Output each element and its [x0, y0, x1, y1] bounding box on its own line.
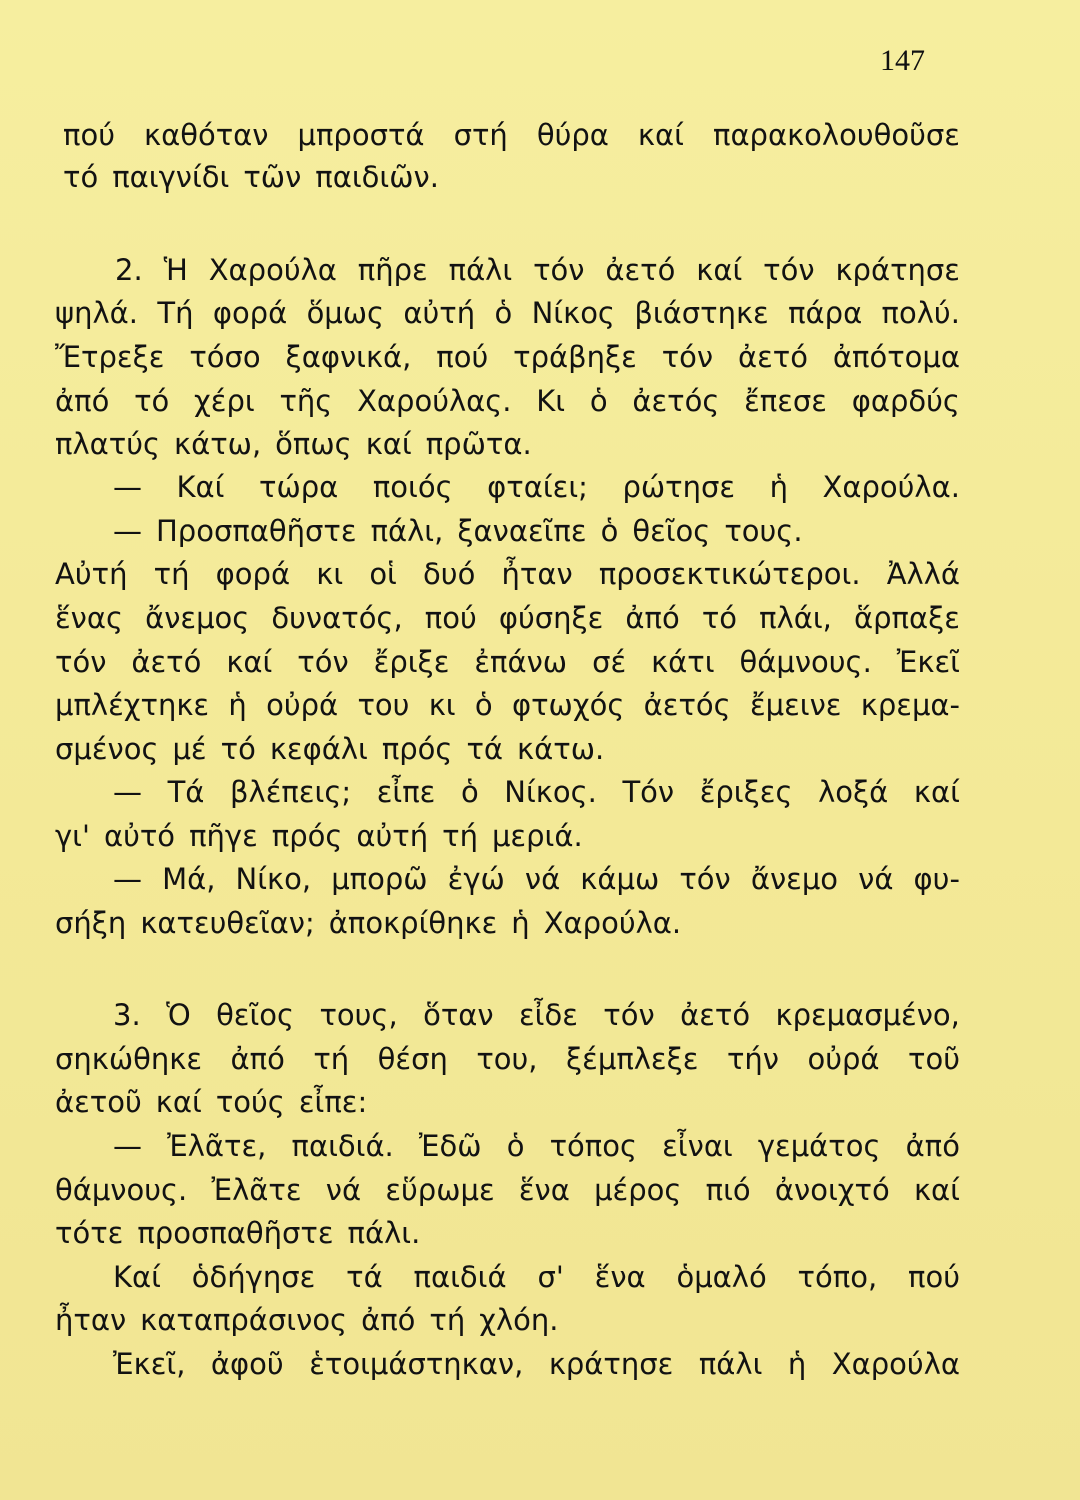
word: τό: [220, 732, 256, 766]
word: τόν: [661, 340, 714, 374]
word: κάτω.: [517, 732, 605, 766]
word: Νίκο,: [235, 862, 312, 896]
word: χλόη.: [479, 1303, 559, 1337]
word: εἶναι: [662, 1129, 733, 1163]
word: Ἡ: [163, 253, 188, 287]
word: φαρδύς: [851, 384, 960, 418]
word: μεριά.: [491, 819, 583, 853]
word: Χαρούλα: [831, 1347, 960, 1381]
word: 3.: [113, 998, 141, 1032]
word: τούς: [215, 1085, 285, 1119]
word: καταπράσινος: [140, 1303, 348, 1337]
word: κράτησε: [835, 253, 960, 287]
word: φτωχός: [511, 688, 625, 722]
word: ἄνεμος: [145, 601, 250, 635]
word: τό: [63, 160, 99, 194]
text-line: [55, 336, 960, 378]
word: καί: [365, 427, 412, 461]
word: ἀετό: [131, 645, 202, 679]
word: αὐτή: [403, 296, 476, 330]
word: Χαρούλας.: [357, 384, 512, 418]
word: ἀετοῦ: [55, 1085, 142, 1119]
word: ὁ: [589, 384, 608, 418]
word: πλάι,: [759, 601, 832, 635]
word: ὁ: [494, 296, 513, 330]
word: παρακολουθοῦσε: [712, 118, 960, 152]
word: δυνατός,: [271, 601, 403, 635]
word: ἦταν: [55, 1303, 127, 1337]
word: ἕνας: [55, 601, 124, 635]
word: ξαναεῖπε: [457, 514, 587, 548]
word: μπορῶ: [331, 862, 428, 896]
word: βλέπεις;: [230, 775, 352, 809]
text-line: [55, 815, 597, 857]
word: —: [113, 470, 142, 504]
word: ρώτησε: [622, 470, 736, 504]
word: κρεμασμένο,: [775, 998, 960, 1032]
word: Προσπαθῆστε: [156, 514, 357, 548]
text-line: [113, 994, 960, 1036]
word: πού: [436, 340, 489, 374]
word: γεμάτος: [757, 1129, 881, 1163]
word: φύσηξε: [498, 601, 604, 635]
word: τό: [701, 601, 738, 635]
word: προσπαθῆστε: [137, 1216, 334, 1250]
word: ἀετός: [643, 688, 731, 722]
word: τοῦ: [908, 1042, 960, 1076]
word: 2.: [115, 253, 143, 287]
word: ἄνεμο: [750, 862, 839, 896]
word: εἶπε: [376, 775, 436, 809]
word: ὁμαλό: [676, 1260, 767, 1294]
text-line: [55, 1169, 960, 1211]
text-line: [55, 1212, 434, 1254]
word: τῆς: [279, 384, 333, 418]
text-line: [55, 1299, 573, 1341]
text-line: [55, 1081, 381, 1123]
word: Ἔτρεξε: [55, 340, 165, 374]
word: θάμνους.: [55, 1173, 188, 1207]
word: μπροστά: [297, 118, 425, 152]
word: ἀετός: [632, 384, 720, 418]
word: θεῖος: [632, 514, 711, 548]
text-line: [55, 553, 960, 595]
word: τή: [313, 1042, 350, 1076]
word: εἶπε:: [298, 1085, 368, 1119]
word: τράβηξε: [513, 340, 637, 374]
word: κρεμα-: [860, 688, 960, 722]
word: πάλι: [698, 1347, 763, 1381]
word: τή: [442, 819, 478, 853]
word: σέ: [592, 645, 627, 679]
text-line: [63, 114, 960, 156]
word: ἡ: [228, 688, 247, 722]
word: πού: [63, 118, 115, 152]
word: πρός: [381, 732, 453, 766]
word: πάλι.: [347, 1216, 421, 1250]
word: ὁ: [474, 688, 493, 722]
word: βιάστηκε: [634, 296, 769, 330]
word: καί: [226, 645, 273, 679]
word: —: [113, 1129, 142, 1163]
word: Μά,: [162, 862, 216, 896]
word: ὅταν: [423, 998, 494, 1032]
text-line: [55, 641, 960, 683]
word: πολύ.: [881, 296, 960, 330]
word: ἀετό: [605, 253, 676, 287]
word: του,: [476, 1042, 538, 1076]
word: δυό: [423, 557, 476, 591]
word: τόπος: [549, 1129, 637, 1163]
word: ψηλά.: [55, 296, 139, 330]
word: πάλι: [448, 253, 513, 287]
word: Ἀλλά: [886, 557, 960, 591]
word: πάλι,: [370, 514, 444, 548]
word: γι': [55, 819, 90, 853]
word: ἡ: [511, 906, 530, 940]
text-line: [55, 292, 960, 334]
word: καί: [637, 118, 684, 152]
word: ἔριξε: [373, 645, 450, 679]
word: Ἐλᾶτε: [211, 1173, 302, 1207]
word: πιό: [705, 1173, 751, 1207]
word: οἱ: [369, 557, 397, 591]
word: θεῖος: [216, 998, 295, 1032]
word: αὐτή: [356, 819, 429, 853]
word: ἡ: [769, 470, 788, 504]
word: πῆγε: [189, 819, 258, 853]
word: φορά: [215, 557, 291, 591]
word: ὁ: [600, 514, 619, 548]
word: ἀετό: [680, 998, 751, 1032]
word: τήν: [726, 1042, 779, 1076]
word: τους,: [319, 998, 398, 1032]
word: Κι: [536, 384, 566, 418]
word: ὁ: [506, 1129, 525, 1163]
word: Χαρούλα: [208, 253, 337, 287]
word: Αὐτή: [55, 557, 128, 591]
word: Καί: [113, 1260, 161, 1294]
word: καί: [696, 253, 743, 287]
word: ὅπως: [275, 427, 352, 461]
text-line: [55, 728, 618, 770]
word: τόν: [55, 645, 107, 679]
word: Ἐκεῖ,: [113, 1347, 186, 1381]
word: κι: [316, 557, 344, 591]
word: πάρα: [788, 296, 863, 330]
word: Χαρούλα.: [543, 906, 682, 940]
word: ἕνα: [518, 1173, 570, 1207]
text-line: [113, 466, 960, 508]
word: σήξη: [55, 906, 127, 940]
word: Ἐλᾶτε,: [167, 1129, 267, 1163]
word: ὅμως: [306, 296, 385, 330]
word: Νίκος.: [504, 775, 597, 809]
text-line: [63, 156, 453, 198]
word: παιδιά.: [291, 1129, 394, 1163]
word: κάμω: [580, 862, 660, 896]
word: ἑτοιμάστηκαν,: [309, 1347, 524, 1381]
word: φυ-: [913, 862, 960, 896]
text-line: [55, 380, 960, 422]
word: Τή: [157, 296, 194, 330]
word: τόν: [603, 998, 655, 1032]
word: ἐπάνω: [474, 645, 568, 679]
word: κεφάλι: [269, 732, 368, 766]
word: λοξά: [818, 775, 889, 809]
word: οὐρά: [807, 1042, 880, 1076]
word: ξαφνικά,: [285, 340, 412, 374]
word: πρῶτα.: [425, 427, 532, 461]
word: ἀπό: [905, 1129, 960, 1163]
word: τόσο: [189, 340, 261, 374]
word: Ἐκεῖ: [896, 645, 960, 679]
word: νά: [858, 862, 894, 896]
word: κάτω,: [174, 427, 262, 461]
word: ἅρπαξε: [853, 601, 960, 635]
word: ἀπό: [625, 601, 680, 635]
word: φορά: [212, 296, 288, 330]
word: κατευθεῖαν;: [140, 906, 315, 940]
word: Χαρούλα.: [822, 470, 960, 504]
word: τώρα: [259, 470, 339, 504]
word: ἀπό: [361, 1303, 416, 1337]
word: τόπο,: [797, 1260, 878, 1294]
word: μέρος: [594, 1173, 682, 1207]
word: τό: [134, 384, 170, 418]
word: μέ: [172, 732, 207, 766]
text-line: [113, 510, 817, 552]
word: τόν: [297, 645, 349, 679]
word: κάτι: [651, 645, 715, 679]
word: τῶν: [243, 160, 302, 194]
word: σηκώθηκε: [55, 1042, 203, 1076]
word: νά: [325, 1173, 362, 1207]
word: πῆρε: [357, 253, 428, 287]
word: κι: [428, 688, 456, 722]
word: τόν: [679, 862, 731, 896]
word: τά: [466, 732, 504, 766]
word: καί: [155, 1085, 202, 1119]
word: ἀπό: [230, 1042, 285, 1076]
text-line: [113, 858, 960, 900]
word: ἡ: [787, 1347, 807, 1381]
text-line: [55, 684, 960, 726]
word: αὐτό: [103, 819, 176, 853]
word: εὕρωμε: [385, 1173, 495, 1207]
word: θύρα: [536, 118, 609, 152]
word: ἐγώ: [447, 862, 505, 896]
text-line: [113, 771, 960, 813]
text-line: [55, 597, 960, 639]
word: κράτησε: [548, 1347, 674, 1381]
word: ἀποκρίθηκε: [328, 906, 498, 940]
text-line: [113, 1256, 960, 1298]
word: ποιός: [372, 470, 453, 504]
word: τόν: [763, 253, 815, 287]
word: παιγνίδι: [112, 160, 230, 194]
word: θέση: [377, 1042, 448, 1076]
word: ξέμπλεξε: [566, 1042, 699, 1076]
word: ἔριξες: [699, 775, 793, 809]
word: Ἐδῶ: [418, 1129, 482, 1163]
word: τους.: [724, 514, 803, 548]
word: ἕνα: [594, 1260, 646, 1294]
word: ἔμεινε: [749, 688, 842, 722]
word: Νίκος: [531, 296, 615, 330]
word: καί: [913, 775, 960, 809]
word: πού: [424, 601, 477, 635]
word: παιδιῶν.: [315, 160, 439, 194]
word: του: [357, 688, 410, 722]
word: φταίει;: [487, 470, 588, 504]
text-line: [113, 1125, 960, 1167]
text-line: [55, 1038, 960, 1080]
word: νά: [524, 862, 561, 896]
word: σμένος: [55, 732, 159, 766]
word: Τόν: [622, 775, 675, 809]
word: Ὁ: [166, 998, 191, 1032]
word: καί: [913, 1173, 960, 1207]
word: πλατύς: [55, 427, 160, 461]
word: τή: [153, 557, 190, 591]
page-number: 147: [880, 44, 925, 77]
word: καθόταν: [144, 118, 269, 152]
word: ἀπότομα: [832, 340, 960, 374]
word: ὁ: [460, 775, 479, 809]
word: παιδιά: [413, 1260, 507, 1294]
word: τή: [429, 1303, 466, 1337]
word: τόν: [533, 253, 585, 287]
word: —: [113, 514, 142, 548]
word: ἦταν: [501, 557, 573, 591]
word: ἀετό: [738, 340, 808, 374]
word: Καί: [176, 470, 225, 504]
word: τά: [346, 1260, 383, 1294]
word: προσεκτικώτεροι.: [598, 557, 861, 591]
word: πού: [908, 1260, 960, 1294]
text-line: [115, 249, 960, 291]
word: ἀφοῦ: [210, 1347, 284, 1381]
word: χέρι: [194, 384, 255, 418]
text-line: [113, 1343, 960, 1385]
word: τότε: [55, 1216, 124, 1250]
word: ὁδήγησε: [191, 1260, 316, 1294]
word: πρός: [271, 819, 343, 853]
word: ἔπεσε: [744, 384, 827, 418]
word: Τά: [167, 775, 205, 809]
word: ἀπό: [55, 384, 110, 418]
text-line: [55, 423, 546, 465]
word: ἀνοιχτό: [774, 1173, 890, 1207]
word: οὐρά: [266, 688, 339, 722]
word: σ': [537, 1260, 564, 1294]
word: στή: [453, 118, 508, 152]
word: θάμνους.: [739, 645, 872, 679]
word: —: [113, 775, 142, 809]
word: εἶδε: [519, 998, 578, 1032]
word: μπλέχτηκε: [55, 688, 210, 722]
text-line: [55, 902, 695, 944]
word: —: [113, 862, 142, 896]
